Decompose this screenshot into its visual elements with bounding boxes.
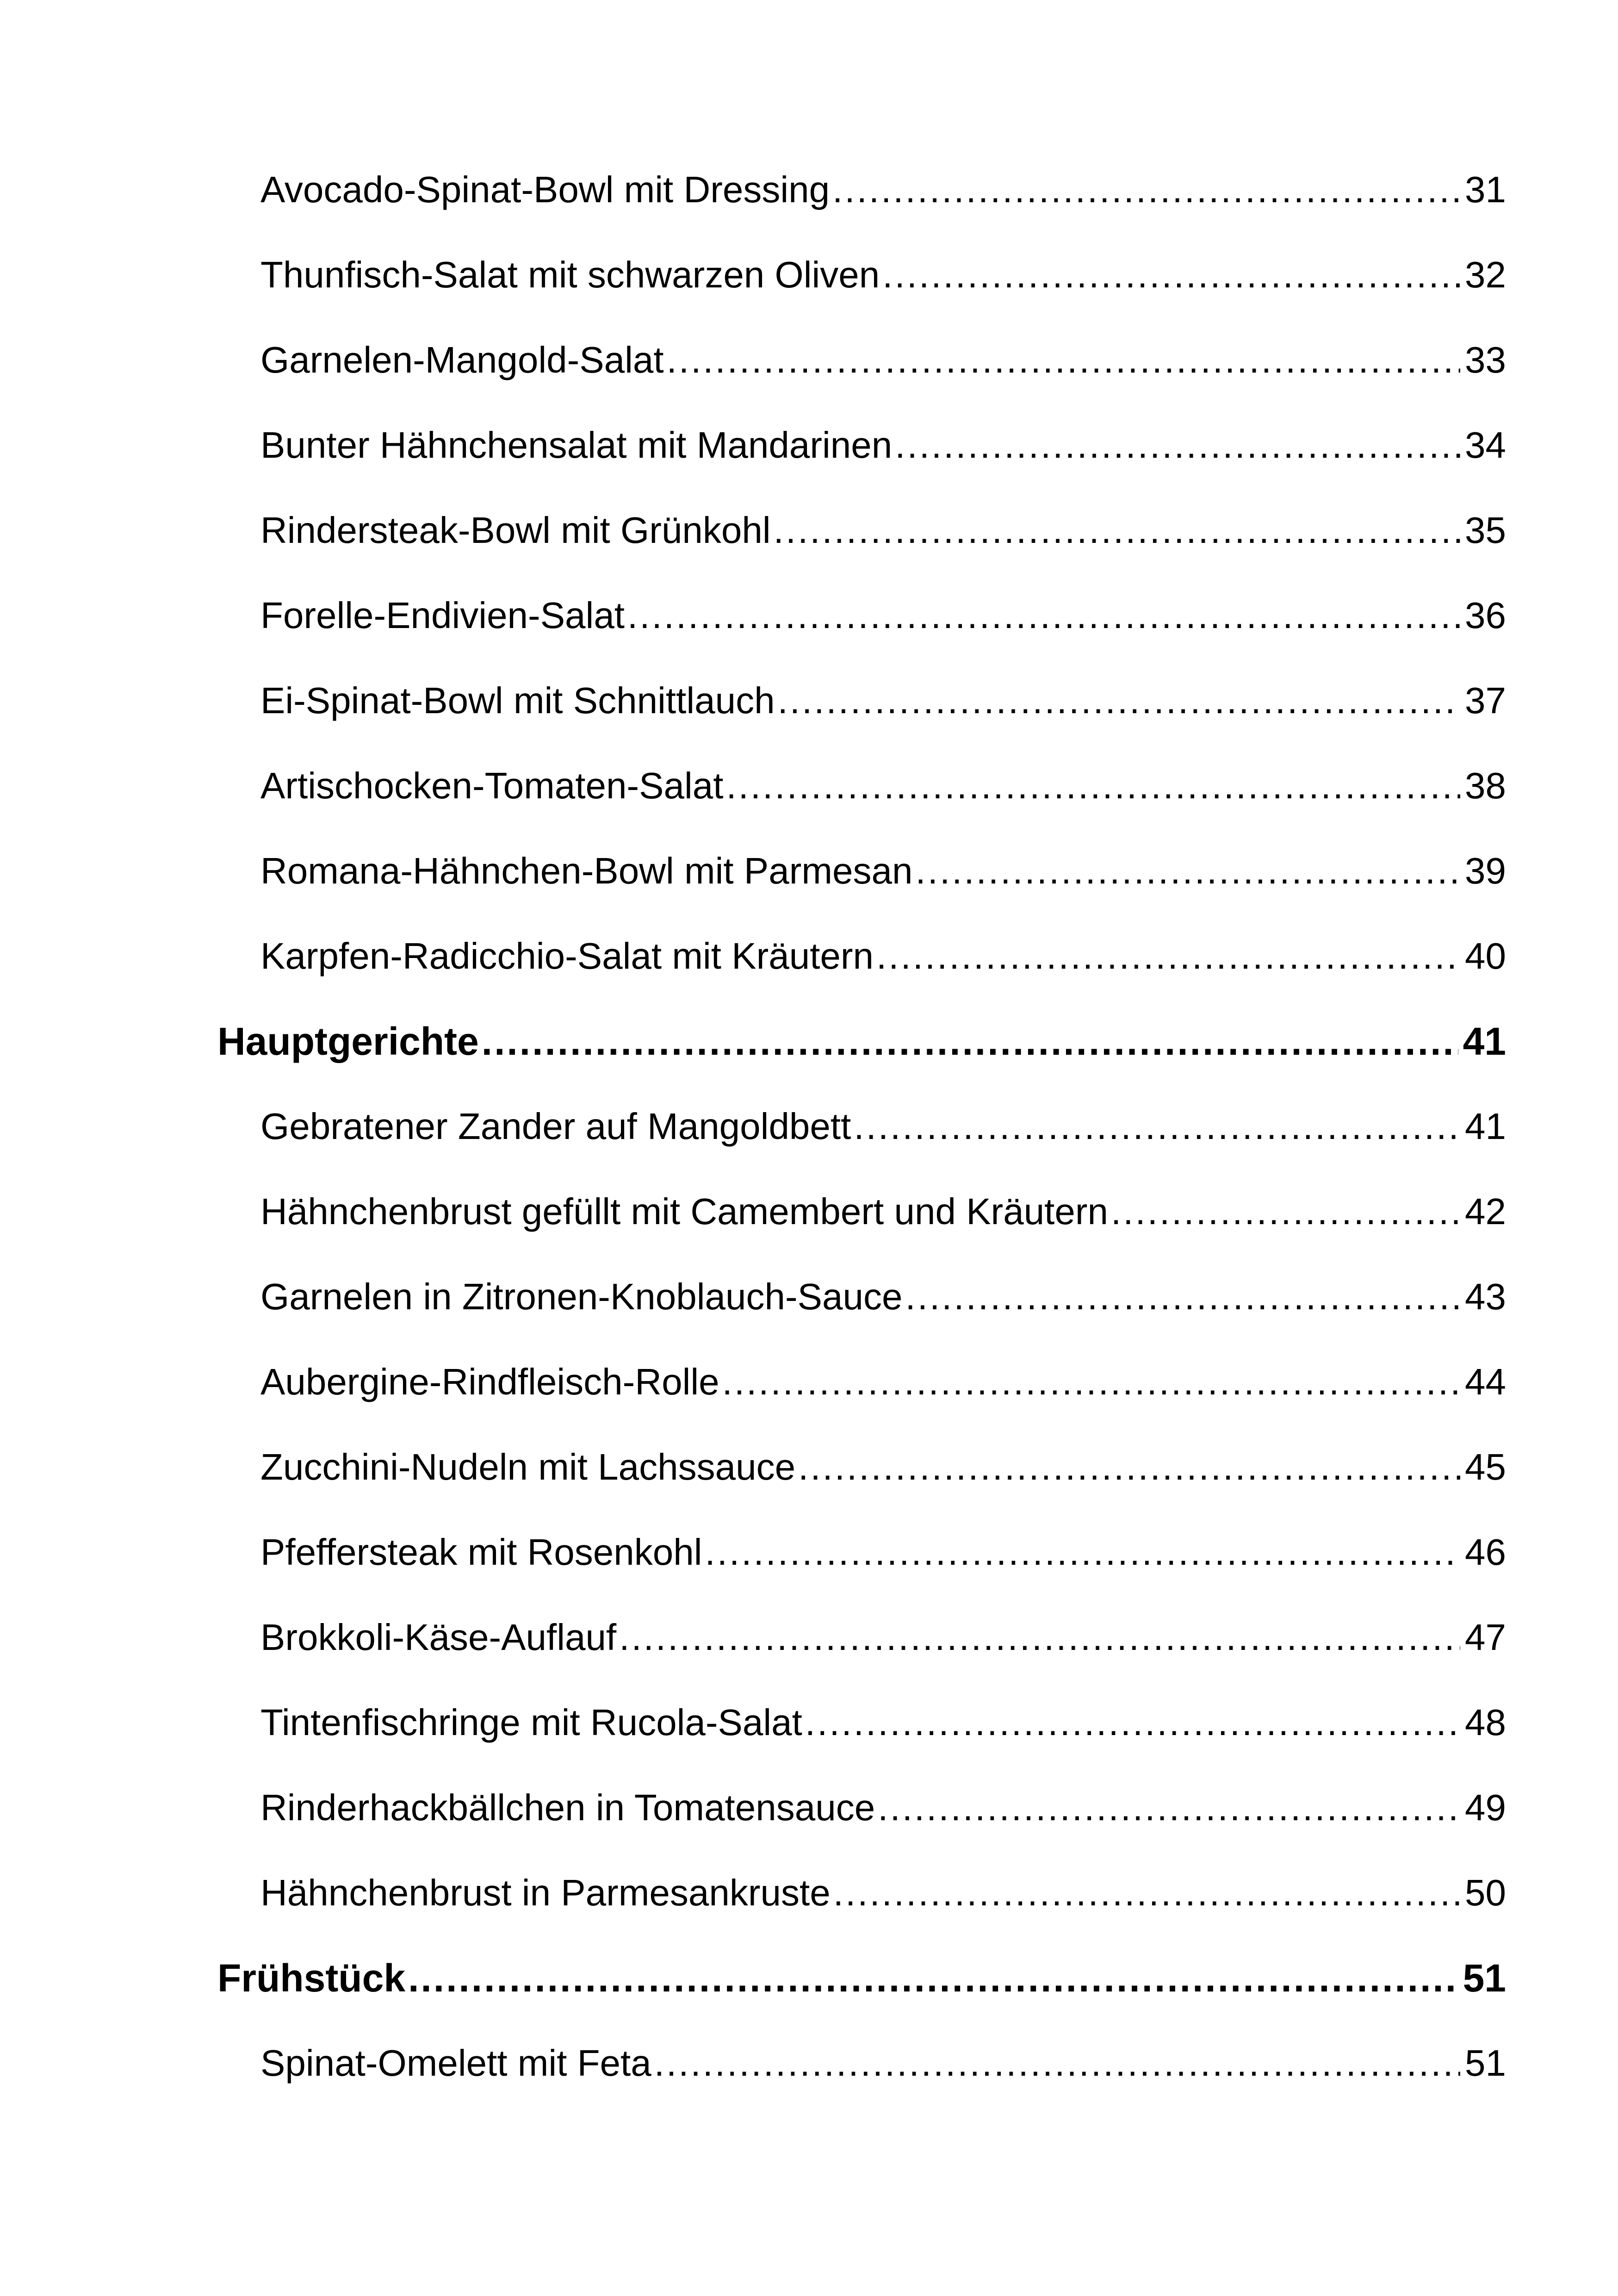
toc-dot-leader [895,403,1460,488]
toc-dot-leader [916,828,1461,914]
toc-entry [217,2021,1506,2106]
toc-page-number: 48 [1465,1702,1506,1743]
toc-page-number: 36 [1465,595,1506,636]
toc-dot-leader [832,147,1460,232]
toc-entry [217,1169,1506,1254]
toc-entry-title: Rindersteak-Bowl mit Grünkohl [260,510,771,551]
toc-entry-title: Zucchini-Nudeln mit Lachssauce [260,1446,796,1487]
toc-entry [217,1510,1506,1595]
toc-dot-leader [798,1425,1460,1510]
toc-entry [217,317,1506,403]
toc-page-number: 49 [1465,1787,1506,1828]
toc-dot-leader [654,2021,1460,2106]
toc-entry-title: Hähnchenbrust gefüllt mit Camembert und Kräutern [260,1191,1109,1232]
toc-entry-title: Forelle-Endivien-Salat [260,595,625,636]
toc-page-number: 38 [1465,765,1506,806]
toc-page-number: 43 [1465,1276,1506,1317]
toc-page-number: 39 [1465,850,1506,891]
toc-page-number: 46 [1465,1531,1506,1573]
toc-page-number: 51 [1465,2042,1506,2084]
toc-dot-leader [833,1850,1460,1935]
toc-dot-leader [726,743,1460,828]
toc-dot-leader [778,658,1460,743]
toc-section-heading [217,1935,1506,2021]
toc-entry-title: Tintenfischringe mit Rucola-Salat [260,1702,802,1743]
toc-entry [217,1339,1506,1425]
toc-dot-leader [876,914,1460,999]
toc-page-number: 37 [1465,680,1506,721]
toc-entry [217,488,1506,573]
toc-entry-title: Brokkoli-Käse-Auflauf [260,1617,617,1658]
toc-entry-title: Thunfisch-Salat mit schwarzen Oliven [260,254,880,295]
toc-entry-title: Gebratener Zander auf Mangoldbett [260,1106,851,1147]
toc-page-number: 33 [1465,339,1506,380]
toc-entry [217,1680,1506,1765]
toc-entry [217,147,1506,232]
toc-entry [217,573,1506,658]
toc-page-number: 41 [1465,1106,1506,1147]
toc-dot-leader [805,1680,1460,1765]
toc-entry [217,403,1506,488]
toc-entry [217,743,1506,828]
toc-entry-title: Karpfen-Radicchio-Salat mit Kräutern [260,935,874,977]
toc-entry-title: Artischocken-Tomaten-Salat [260,765,724,806]
toc-dot-leader [722,1339,1460,1425]
toc-dot-leader [854,1084,1460,1169]
toc-entry [217,1765,1506,1850]
toc-dot-leader [905,1254,1461,1339]
toc-entry-title: Bunter Hähnchensalat mit Mandarinen [260,424,893,466]
toc-entry-title: Romana-Hähnchen-Bowl mit Parmesan [260,850,913,891]
toc-entry-title: Hähnchenbrust in Parmesankruste [260,1872,831,1913]
toc-dot-leader [619,1595,1460,1680]
toc-dot-leader [1111,1169,1460,1254]
toc-page-number: 40 [1465,935,1506,977]
toc-entry [217,1425,1506,1510]
toc-entry-title: Garnelen in Zitronen-Knoblauch-Sauce [260,1276,903,1317]
toc-dot-leader [878,1765,1460,1850]
toc-dot-leader [882,232,1460,317]
toc-entry [217,914,1506,999]
toc-page-number: 32 [1465,254,1506,295]
toc-page-number: 51 [1463,1956,1506,2000]
toc-dot-leader [667,317,1460,403]
toc-entry-title: Ei-Spinat-Bowl mit Schnittlauch [260,680,775,721]
toc-page-number: 34 [1465,424,1506,466]
toc-section-heading [217,999,1506,1084]
toc-page-number: 45 [1465,1446,1506,1487]
toc-entry-title: Rinderhackbällchen in Tomatensauce [260,1787,875,1828]
toc-page-number: 31 [1465,169,1506,210]
toc-page-number: 50 [1465,1872,1506,1913]
toc-page-number: 47 [1465,1617,1506,1658]
toc-entry [217,1595,1506,1680]
toc-entry-title: Aubergine-Rindfleisch-Rolle [260,1361,719,1402]
toc-dot-leader [482,999,1458,1084]
table-of-contents [217,147,1506,2106]
toc-dot-leader [705,1510,1460,1595]
toc-page-number: 41 [1463,1020,1506,1063]
toc-section-title: Hauptgerichte [217,1020,479,1063]
toc-entry-title: Avocado-Spinat-Bowl mit Dressing [260,169,830,210]
toc-entry [217,1850,1506,1935]
toc-dot-leader [774,488,1460,573]
toc-entry [217,232,1506,317]
toc-entry-title: Spinat-Omelett mit Feta [260,2042,651,2084]
toc-page-number: 42 [1465,1191,1506,1232]
toc-page-number: 35 [1465,510,1506,551]
toc-entry-title: Garnelen-Mangold-Salat [260,339,664,380]
toc-entry-title: Pfeffersteak mit Rosenkohl [260,1531,702,1573]
toc-dot-leader [627,573,1460,658]
toc-entry [217,1084,1506,1169]
toc-entry [217,828,1506,914]
toc-entry [217,1254,1506,1339]
toc-section-title: Frühstück [217,1956,406,2000]
toc-entry [217,658,1506,743]
toc-page-number: 44 [1465,1361,1506,1402]
toc-dot-leader [408,1935,1458,2021]
